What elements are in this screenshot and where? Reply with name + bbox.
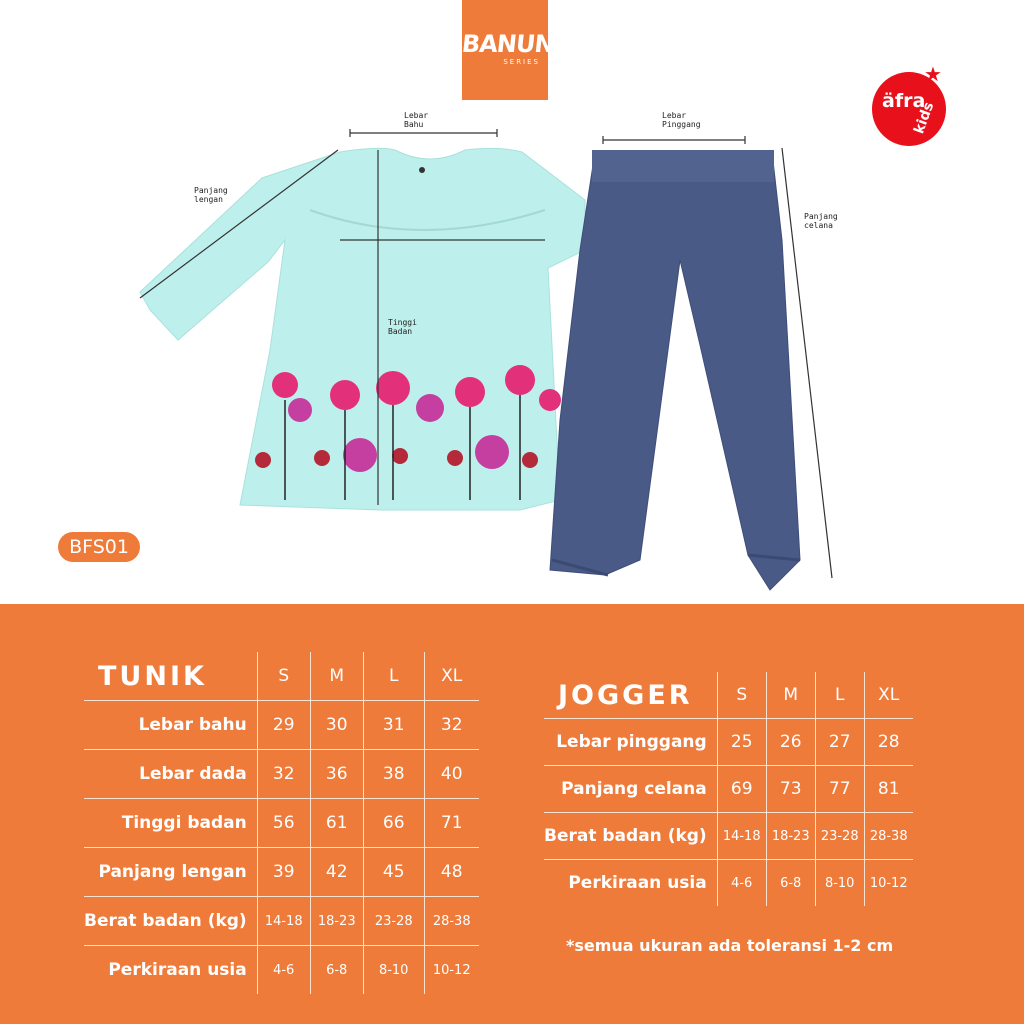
table-cell: 81 — [864, 766, 913, 813]
size-header: XL — [864, 672, 913, 719]
label-tinggi-badan: Tinggi Badan — [388, 318, 417, 336]
table-header-row — [84, 652, 479, 701]
table-cell: 29 — [257, 701, 310, 750]
size-header: M — [310, 652, 363, 701]
size-header: M — [766, 672, 815, 719]
table-cell: 66 — [363, 799, 424, 848]
table-cell: 23-28 — [815, 813, 864, 860]
table-cell: 28-38 — [424, 897, 479, 946]
table-cell: 28 — [864, 719, 913, 766]
table-cell: 4-6 — [257, 946, 310, 995]
size-header: L — [815, 672, 864, 719]
badge-line1: äfra — [882, 90, 926, 112]
table-cell: 38 — [363, 750, 424, 799]
jogger-shape — [550, 150, 800, 590]
table-row — [544, 860, 913, 907]
jogger-title: JOGGER — [544, 672, 717, 719]
table-cell: 45 — [363, 848, 424, 897]
table-cell: 6-8 — [766, 860, 815, 907]
tunik-title: TUNIK — [84, 652, 257, 701]
table-row — [84, 701, 479, 750]
table-cell: 32 — [424, 701, 479, 750]
table-cell: 18-23 — [766, 813, 815, 860]
table-row — [544, 766, 913, 813]
size-header: XL — [424, 652, 479, 701]
table-cell: 71 — [424, 799, 479, 848]
row-label: Perkiraan usia — [544, 860, 717, 907]
table-row — [84, 946, 479, 995]
table-cell: 69 — [717, 766, 766, 813]
table-cell: 6-8 — [310, 946, 363, 995]
label-lebar-bahu: Lebar Bahu — [404, 111, 429, 129]
table-cell: 27 — [815, 719, 864, 766]
table-cell: 36 — [310, 750, 363, 799]
tunik-size-table — [84, 652, 479, 994]
brand-series: SERIES — [503, 58, 540, 66]
table-row — [84, 848, 479, 897]
table-cell: 23-28 — [363, 897, 424, 946]
table-cell: 8-10 — [363, 946, 424, 995]
product-code-badge: BFS01 — [58, 532, 140, 562]
table-cell: 73 — [766, 766, 815, 813]
table-row — [544, 719, 913, 766]
table-cell: 25 — [717, 719, 766, 766]
size-header: S — [717, 672, 766, 719]
table-cell: 18-23 — [310, 897, 363, 946]
table-cell: 61 — [310, 799, 363, 848]
table-cell: 56 — [257, 799, 310, 848]
label-panjang-celana: Panjang celana — [804, 212, 838, 230]
table-cell: 10-12 — [864, 860, 913, 907]
table-cell: 31 — [363, 701, 424, 750]
table-cell: 30 — [310, 701, 363, 750]
row-label: Lebar bahu — [84, 701, 257, 750]
table-cell: 26 — [766, 719, 815, 766]
row-label: Berat badan (kg) — [84, 897, 257, 946]
table-row — [84, 750, 479, 799]
table-cell: 10-12 — [424, 946, 479, 995]
row-label: Panjang celana — [544, 766, 717, 813]
size-header: S — [257, 652, 310, 701]
table-row — [84, 897, 479, 946]
row-label: Berat badan (kg) — [544, 813, 717, 860]
table-cell: 40 — [424, 750, 479, 799]
table-cell: 14-18 — [257, 897, 310, 946]
jogger-size-table — [544, 672, 913, 906]
table-cell: 32 — [257, 750, 310, 799]
table-cell: 77 — [815, 766, 864, 813]
label-panjang-lengan: Panjang lengan — [194, 186, 228, 204]
table-cell: 14-18 — [717, 813, 766, 860]
row-label: Panjang lengan — [84, 848, 257, 897]
size-header: L — [363, 652, 424, 701]
brand-name: BANUN — [460, 30, 556, 58]
badge-line2: kids — [911, 100, 938, 136]
row-label: Lebar pinggang — [544, 719, 717, 766]
table-cell: 4-6 — [717, 860, 766, 907]
table-cell: 39 — [257, 848, 310, 897]
row-label: Perkiraan usia — [84, 946, 257, 995]
table-cell: 28-38 — [864, 813, 913, 860]
row-label: Tinggi badan — [84, 799, 257, 848]
table-cell: 48 — [424, 848, 479, 897]
table-cell: 42 — [310, 848, 363, 897]
table-row — [544, 813, 913, 860]
table-row — [84, 799, 479, 848]
table-header-row — [544, 672, 913, 719]
star-icon: ★ — [924, 62, 942, 86]
tolerance-note: *semua ukuran ada toleransi 1-2 cm — [566, 936, 894, 955]
table-cell: 8-10 — [815, 860, 864, 907]
row-label: Lebar dada — [84, 750, 257, 799]
label-lebar-pinggang: Lebar Pinggang — [662, 111, 701, 129]
